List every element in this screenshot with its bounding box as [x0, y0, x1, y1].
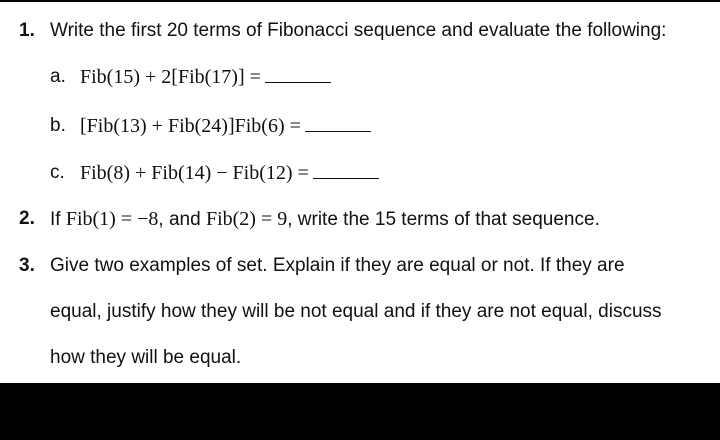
math-expression: Fib(1) = −8: [65, 208, 159, 230]
question-text-line: equal, justify how they will be not equal and if they are not equal, discuss: [50, 301, 662, 322]
item-letter: a.: [50, 66, 66, 87]
question-number: 2.: [19, 208, 35, 229]
question-text: Write the first 20 terms of Fibonacci sequence and evaluate the following:: [50, 20, 667, 41]
question-text-mid: , and: [158, 209, 201, 230]
answer-blank[interactable]: [305, 119, 371, 132]
question-number: 3.: [19, 255, 35, 276]
question-number: 1.: [19, 20, 35, 41]
question-text-suffix: , write the 15 terms of that sequence.: [287, 209, 600, 230]
question-text-line: how they will be equal.: [50, 347, 242, 368]
math-expression: Fib(15) + 2[Fib(17)] =: [80, 66, 261, 88]
item-letter: b.: [50, 115, 66, 136]
math-expression: [Fib(13) + Fib(24)]Fib(6) =: [80, 115, 301, 137]
answer-blank[interactable]: [313, 166, 379, 179]
answer-blank[interactable]: [265, 70, 331, 83]
question-text-line: Give two examples of set. Explain if they are equal or not. If they are: [50, 255, 625, 276]
item-letter: c.: [50, 162, 65, 183]
question-text-prefix: If: [50, 209, 61, 230]
math-expression: Fib(8) + Fib(14) − Fib(12) =: [80, 162, 309, 184]
math-expression: Fib(2) = 9: [205, 208, 288, 230]
bottom-black-bar: [0, 383, 720, 440]
